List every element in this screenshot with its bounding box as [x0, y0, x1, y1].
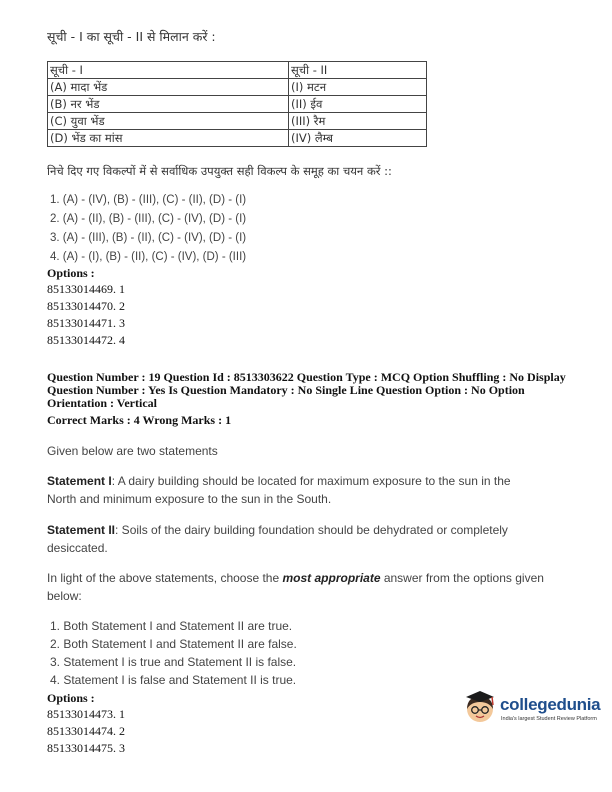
table-row [48, 113, 427, 130]
option-code: 85133014475. 3 [47, 741, 125, 755]
table-cell: (I) मटन [289, 79, 427, 96]
statement-1-label: Statement I [47, 474, 112, 488]
q19-options-label: Options : [47, 691, 95, 705]
table-cell: (D) भेंड का मांस [48, 130, 289, 147]
q19-meta-line: Question Number : 19 Question Id : 8513303622 Question Type : MCQ Option Shuffling : No Display [47, 370, 566, 384]
prompt-emphasis: most appropriate [282, 571, 381, 585]
table-cell: (B) नर भेंड [48, 96, 289, 113]
statement-1-text: : A dairy building should be located for maximum exposure to the sun in the [111, 474, 511, 488]
q18-instruction: सूची - I का सूची - II से मिलान करें : [47, 29, 216, 44]
table-header-cell: सूची - II [289, 62, 427, 79]
prompt-text-cont: below: [47, 589, 82, 603]
q19-meta-line: Question Number : Yes Is Question Mandatory : No Single Line Question Option : No Option [47, 383, 525, 397]
brand-name: collegedunia [500, 695, 601, 714]
q19-intro: Given below are two statements [47, 444, 218, 458]
q19-meta-line: Orientation : Vertical [47, 396, 157, 410]
table-header-row [48, 62, 427, 79]
q19-option-codes [47, 706, 125, 757]
choice-item: 2. (A) - (II), (B) - (III), (C) - (IV), (D) - (I) [50, 213, 247, 225]
option-code: 85133014470. 2 [47, 299, 125, 313]
choice-item: 2. Both Statement I and Statement II are false. [50, 637, 297, 651]
table-row [48, 96, 427, 113]
option-code: 85133014474. 2 [47, 724, 125, 738]
choice-item: 3. (A) - (III), (B) - (II), (C) - (IV), (D) - (I) [50, 232, 247, 244]
table-cell: (A) मादा भेंड [48, 79, 289, 96]
choice-item: 3. Statement I is true and Statement II is false. [50, 655, 297, 669]
prompt-text: In light of the above statements, choose the [47, 571, 283, 585]
statement-2-text: : Soils of the dairy building foundation should be dehydrated or completely [115, 523, 508, 537]
q19-meta [47, 371, 566, 410]
match-table [47, 61, 427, 147]
choice-item: 1. Both Statement I and Statement II are true. [50, 619, 293, 633]
q19-marks: Correct Marks : 4 Wrong Marks : 1 [47, 413, 232, 427]
brand-tagline: India's largest Student Review Platform [501, 716, 597, 722]
option-code: 85133014469. 1 [47, 282, 125, 296]
statement-2 [47, 521, 577, 557]
q18-choose-text: निचे दिए गए विकल्पों में से सर्वाधिक उपयुक्त सही विकल्प के समूह का चयन करें :: [47, 164, 392, 178]
table-row [48, 130, 427, 147]
table-header-cell: सूची - I [48, 62, 289, 79]
option-code: 85133014473. 1 [47, 707, 125, 721]
collegedunia-watermark [462, 687, 601, 729]
choice-item: 4. Statement I is false and Statement II is true. [50, 673, 297, 687]
option-code: 85133014471. 3 [47, 316, 125, 330]
option-code: 85133014472. 4 [47, 333, 125, 347]
q18-option-codes [47, 281, 125, 349]
q18-options-label: Options : [47, 266, 95, 280]
table-cell: (C) युवा भेंड [48, 113, 289, 130]
statement-2-label: Statement II [47, 523, 116, 537]
table-row [48, 79, 427, 96]
statement-1 [47, 472, 577, 508]
graduate-mascot-icon [462, 689, 498, 725]
table-cell: (III) रैम [289, 113, 427, 130]
choice-item: 1. (A) - (IV), (B) - (III), (C) - (II), (D) - (I) [50, 194, 247, 206]
table-cell: (II) ईव [289, 96, 427, 113]
table-cell: (IV) लैम्ब [289, 130, 427, 147]
prompt-text: answer from the options given [380, 571, 544, 585]
choice-item: 4. (A) - (I), (B) - (II), (C) - (IV), (D) - (III) [50, 251, 247, 263]
q19-choice-list [50, 617, 297, 689]
statement-2-text-cont: desiccated. [47, 541, 108, 555]
statement-1-text-cont: North and minimum exposure to the sun in the South. [47, 492, 332, 506]
q19-prompt [47, 569, 587, 605]
q18-choice-list [50, 191, 246, 267]
